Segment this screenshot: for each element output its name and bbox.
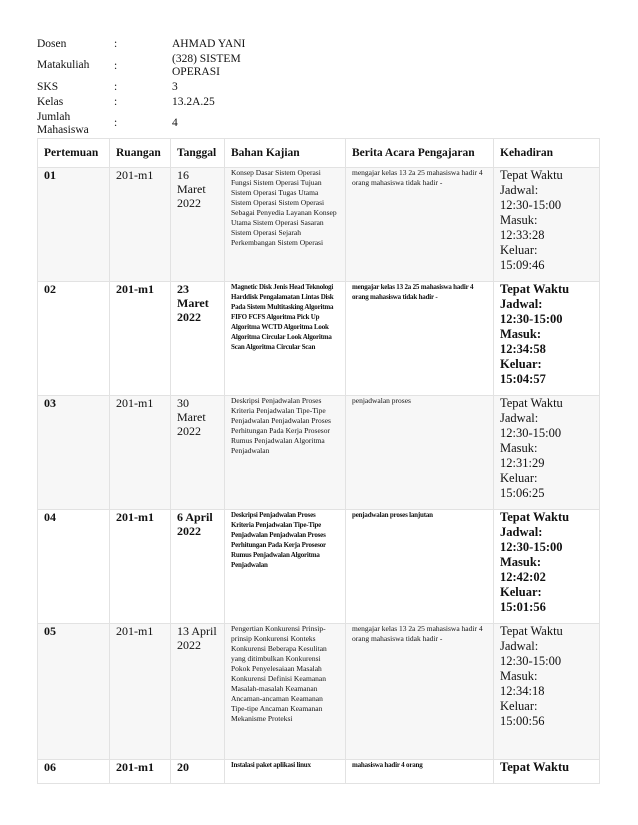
pertemuan-cell: 06 xyxy=(38,760,110,784)
info-colon: : xyxy=(114,60,118,72)
kehadiran-line: Masuk: xyxy=(500,213,538,227)
berita-acara-cell: penjadwalan proses xyxy=(346,396,494,510)
tanggal-cell: 16 Maret 2022 xyxy=(171,168,225,282)
header-tanggal: Tanggal xyxy=(171,139,225,168)
ruangan-cell: 201-m1 xyxy=(110,396,171,510)
kehadiran-line: Keluar: xyxy=(500,585,542,599)
bahan-kajian-cell: Pengertian Konkurensi Prinsip-prinsip Konkurensi Konteks Konkurensi Beberapa Kesulitan yang ditimbulkan Konkurensi Pokok Penyelesaiaan Masalah Konkurensi Definisi Keamanan Masalah-masalah Keamanan Ancaman-ancaman Keamanan Tipe-tipe Ancaman Keamanan Mekanisme Proteksi xyxy=(225,624,346,760)
kehadiran-line: Tepat Waktu xyxy=(500,510,570,524)
kehadiran-line: Masuk: xyxy=(500,327,541,341)
berita-acara-cell: penjadwalan proses lanjutan xyxy=(346,510,494,624)
kehadiran-line: Keluar: xyxy=(500,357,542,371)
ruangan-cell: 201-m1 xyxy=(110,168,171,282)
kehadiran-line: 15:04:57 xyxy=(500,372,546,386)
ruangan-cell: 201-m1 xyxy=(110,624,171,760)
header-bahan-kajian: Bahan Kajian xyxy=(225,139,346,168)
info-colon: : xyxy=(114,96,118,108)
kehadiran-line: Tepat Waktu xyxy=(500,168,563,182)
info-value-dosen: AHMAD YANI xyxy=(172,38,246,50)
kehadiran-cell xyxy=(494,624,600,760)
pertemuan-cell: 03 xyxy=(38,396,110,510)
tanggal-cell: 6 April 2022 xyxy=(171,510,225,624)
kehadiran-line: 12:42:02 xyxy=(500,570,546,584)
info-value-matakuliah: (328) SISTEM OPERASI xyxy=(172,53,241,78)
kehadiran-line: Masuk: xyxy=(500,441,538,455)
info-row-jumlah-mahasiswa xyxy=(37,111,262,137)
kehadiran-line: 12:33:28 xyxy=(500,228,545,242)
header-ruangan: Ruangan xyxy=(110,139,171,168)
bahan-kajian-cell: Magnetic Disk Jenis Head Teknologi Harddisk Pengalamatan Lintas Disk Pada Sistem Multitasking Algoritma FIFO FCFS Algoritma Pick Up Algoritma WCTD Algoritma Look Algoritma Circular Look Algoritma Scan Algoritma Circular Scan xyxy=(225,282,346,396)
bahan-kajian-cell: Instalasi paket aplikasi linux xyxy=(225,760,346,784)
kehadiran-line: 15:06:25 xyxy=(500,486,545,500)
kehadiran-cell xyxy=(494,510,600,624)
bahan-kajian-cell: Deskripsi Penjadwalan Proses Kriteria Penjadwalan Tipe-Tipe Penjadwalan Penjadwalan Proses Perhitungan Pada Kerja Prosesor Rumus Penjadwalan Algoritma Penjadwalan xyxy=(225,510,346,624)
ruangan-cell: 201-m1 xyxy=(110,760,171,784)
table-row xyxy=(38,624,600,760)
tanggal-cell: 13 April 2022 xyxy=(171,624,225,760)
kehadiran-line: 12:30-15:00 xyxy=(500,540,563,554)
kehadiran-line: 15:09:46 xyxy=(500,258,545,272)
pertemuan-cell: 04 xyxy=(38,510,110,624)
course-info xyxy=(37,38,262,139)
kehadiran-line: 15:00:56 xyxy=(500,714,545,728)
kehadiran-cell xyxy=(494,282,600,396)
table-row xyxy=(38,760,600,784)
kehadiran-line: 12:31:29 xyxy=(500,456,545,470)
ruangan-cell: 201-m1 xyxy=(110,282,171,396)
table-row xyxy=(38,396,600,510)
berita-acara-cell: mengajar kelas 13 2a 25 mahasiswa hadir 4 orang mahasiswa tidak hadir - xyxy=(346,624,494,760)
kehadiran-line: Keluar: xyxy=(500,243,538,257)
kehadiran-line: Tepat Waktu xyxy=(500,396,563,410)
info-value-sks: 3 xyxy=(172,81,178,93)
header-pertemuan: Pertemuan xyxy=(38,139,110,168)
kehadiran-line: Keluar: xyxy=(500,699,538,713)
info-label: SKS xyxy=(37,81,59,93)
kehadiran-line: Tepat Waktu xyxy=(500,760,570,774)
bahan-kajian-cell: Konsep Dasar Sistem Operasi Fungsi Sistem Operasi Tujuan Sistem Operasi Tugas Utama Sistem Operasi Sistem Operasi Sebagai Penyedia Layanan Konsep Utama Sistem Operasi Sasaran Sistem Operasi Sejarah Perkembangan Sistem Operasi xyxy=(225,168,346,282)
pertemuan-cell: 05 xyxy=(38,624,110,760)
table-row xyxy=(38,510,600,624)
pertemuan-cell: 01 xyxy=(38,168,110,282)
info-colon: : xyxy=(114,117,118,129)
tanggal-cell: 20 xyxy=(171,760,225,784)
info-row-matakuliah xyxy=(37,53,262,79)
pertemuan-cell: 02 xyxy=(38,282,110,396)
tanggal-cell: 30 Maret 2022 xyxy=(171,396,225,510)
table-row xyxy=(38,168,600,282)
info-row-sks xyxy=(37,81,262,94)
info-label: Dosen xyxy=(37,38,67,50)
kehadiran-line: Jadwal: xyxy=(500,525,543,539)
kehadiran-line: 15:01:56 xyxy=(500,600,546,614)
kehadiran-line: Jadwal: xyxy=(500,639,539,653)
info-row-kelas xyxy=(37,96,262,109)
info-colon: : xyxy=(114,81,118,93)
berita-acara-cell: mengajar kelas 13 2a 25 mahasiswa hadir 4 orang mahasiswa tidak hadir - xyxy=(346,168,494,282)
kehadiran-line: Tepat Waktu xyxy=(500,624,563,638)
header-kehadiran: Kehadiran xyxy=(494,139,600,168)
kehadiran-cell xyxy=(494,168,600,282)
attendance-table xyxy=(37,138,600,784)
tanggal-cell: 23 Maret 2022 xyxy=(171,282,225,396)
kehadiran-line: Jadwal: xyxy=(500,183,539,197)
berita-acara-cell: mahasiswa hadir 4 orang xyxy=(346,760,494,784)
kehadiran-line: Jadwal: xyxy=(500,297,543,311)
ruangan-cell: 201-m1 xyxy=(110,510,171,624)
kehadiran-line: 12:30-15:00 xyxy=(500,312,563,326)
kehadiran-line: Keluar: xyxy=(500,471,538,485)
berita-acara-cell: mengajar kelas 13 2a 25 mahasiswa hadir 4 orang mahasiswa tidak hadir - xyxy=(346,282,494,396)
info-value-jumlah-mahasiswa: 4 xyxy=(172,117,178,129)
kehadiran-line: 12:34:58 xyxy=(500,342,546,356)
info-label: Matakuliah xyxy=(37,59,90,71)
kehadiran-line: Masuk: xyxy=(500,669,538,683)
kehadiran-line: Tepat Waktu xyxy=(500,282,570,296)
kehadiran-line: 12:30-15:00 xyxy=(500,198,562,212)
table-header-row xyxy=(38,139,600,168)
info-colon: : xyxy=(114,38,118,50)
bahan-kajian-cell: Deskripsi Penjadwalan Proses Kriteria Penjadwalan Tipe-Tipe Penjadwalan Penjadwalan Proses Perhitungan Pada Kerja Prosesor Rumus Penjadwalan Algoritma Penjadwalan xyxy=(225,396,346,510)
kehadiran-line: Jadwal: xyxy=(500,411,539,425)
kehadiran-line: 12:34:18 xyxy=(500,684,545,698)
kehadiran-line: Masuk: xyxy=(500,555,541,569)
kehadiran-line: 12:30-15:00 xyxy=(500,426,562,440)
info-label: Jumlah Mahasiswa xyxy=(37,111,89,136)
header-berita-acara: Berita Acara Pengajaran xyxy=(346,139,494,168)
info-value-kelas: 13.2A.25 xyxy=(172,96,215,108)
kehadiran-cell xyxy=(494,396,600,510)
info-row-dosen xyxy=(37,38,262,51)
kehadiran-line: 12:30-15:00 xyxy=(500,654,562,668)
table-row xyxy=(38,282,600,396)
kehadiran-cell xyxy=(494,760,600,784)
info-label: Kelas xyxy=(37,96,64,108)
